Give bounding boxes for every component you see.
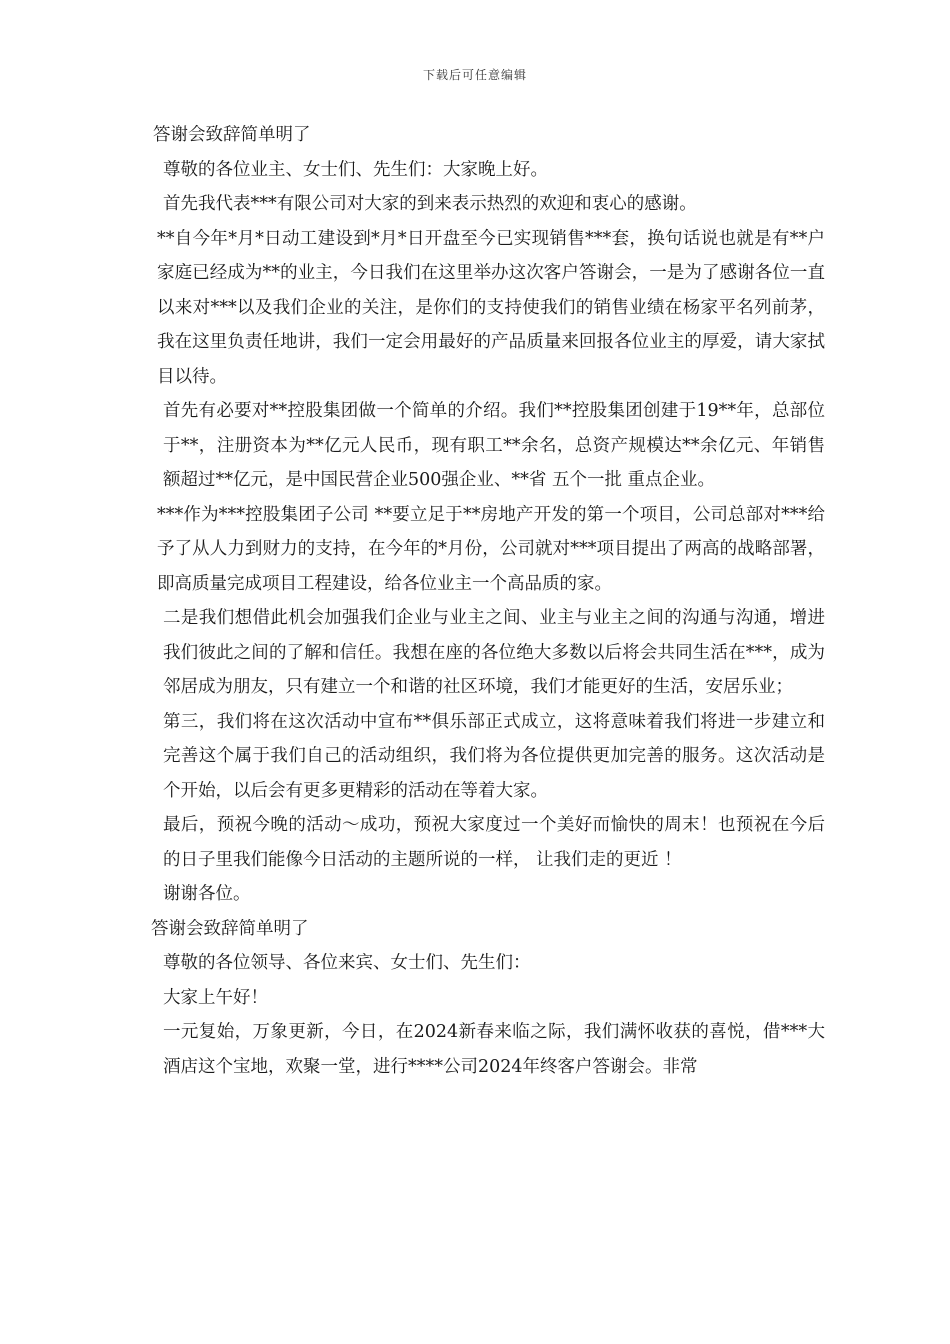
paragraph: 最后，预祝今晚的活动～成功，预祝大家度过一个美好而愉快的周末！也预祝在今后的日子里我们能像今日活动的主题所说的一样， 让我们走的更近 ！ [163,815,825,870]
paragraph: 谢谢各位。 [163,884,251,904]
document-body [143,118,825,1084]
paragraph: ***作为***控股集团子公司 **要立足于**房地产开发的第一个项目，公司总部对***给予了从人力到财力的支持，在今年的*月份，公司就对***项目提出了两高的战略部署，即高质量完成项目工程建设，给各位业主一个高品质的家。 [157,504,825,594]
paragraph: 二是我们想借此机会加强我们企业与业主之间、业主与业主之间的沟通与沟通，增进我们彼此之间的了解和信任。我想在座的各位绝大多数以后将会共同生活在***，成为邻居成为朋友，只有建立一个和谐的社区环境，我们才能更好的生活，安居乐业； [163,608,825,697]
section-title: 答谢会致辞简单明了 [151,918,309,939]
paragraph: **自今年*月*日动工建设到*月*日开盘至今已实现销售***套，换句话说也就是有**户家庭已经成为**的业主，今日我们在这里举办这次客户答谢会，一是为了感谢各位一直以来对***以及我们企业的关注，是你们的支持使我们的销售业绩在杨家平名列前茅，我在这里负责任地讲，我们一定会用最好的产品质量来回报各位业主的厚爱，请大家拭目以待。 [157,228,825,387]
paragraph: 尊敬的各位业主、女士们、先生们：大家晚上好。 [163,159,548,180]
paragraph: 一元复始，万象更新，今日，在2024新春来临之际，我们满怀收获的喜悦，借***大酒店这个宝地，欢聚一堂，进行****公司2024年终客户答谢会。非常 [163,1022,825,1077]
header-note: 下载后可任意编辑 [422,68,527,82]
section-title: 答谢会致辞简单明了 [153,125,311,145]
paragraph: 大家上午好！ [163,987,268,1008]
paragraph: 首先有必要对**控股集团做一个简单的介绍。我们**控股集团创建于19**年，总部位于**，注册资本为**亿元人民币，现有职工**余名，总资产规模达**余亿元、年销售额超过**亿元，是中国民营企业500强企业、**省 五个一批 重点企业。 [163,401,825,490]
paragraph: 第三，我们将在这次活动中宣布**俱乐部正式成立，这将意味着我们将进一步建立和完善这个属于我们自己的活动组织，我们将为各位提供更加完善的服务。这次活动是个开始，以后会有更多更精彩的活动在等着大家。 [163,711,825,801]
paragraph: 首先我代表***有限公司对大家的到来表示热烈的欢迎和衷心的感谢。 [163,194,697,214]
paragraph: 尊敬的各位领导、各位来宾、女士们、先生们： [163,953,531,973]
